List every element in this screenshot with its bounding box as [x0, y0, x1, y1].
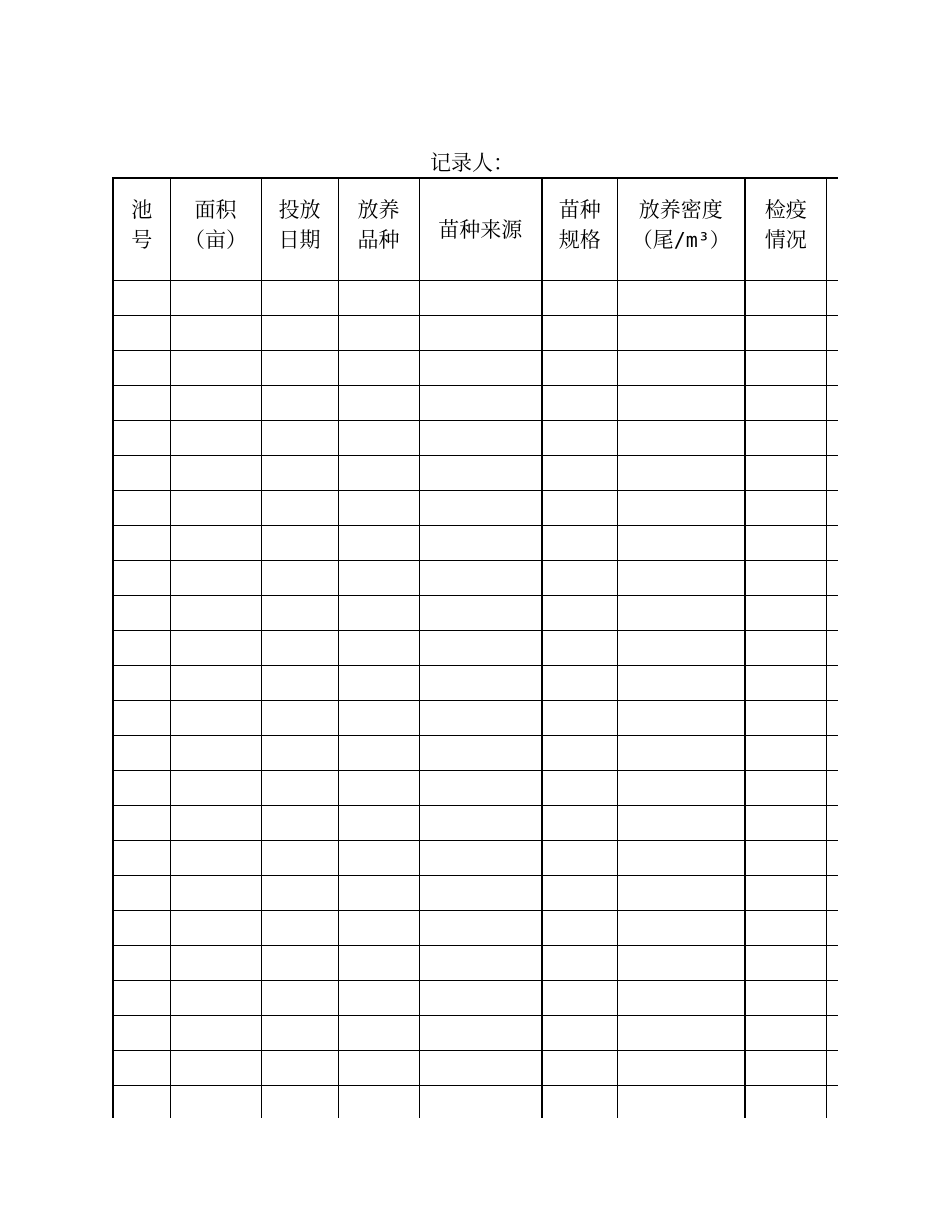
- table-cell[interactable]: [338, 316, 419, 351]
- table-cell[interactable]: [419, 386, 542, 421]
- table-cell[interactable]: [261, 806, 338, 841]
- table-cell[interactable]: [113, 316, 170, 351]
- table-cell[interactable]: [826, 1086, 838, 1119]
- table-cell[interactable]: [617, 316, 745, 351]
- table-cell[interactable]: [113, 736, 170, 771]
- table-cell[interactable]: [170, 316, 261, 351]
- header-quarantine-status: 检疫 情况: [745, 178, 826, 281]
- table-cell[interactable]: [170, 421, 261, 456]
- table-cell[interactable]: [617, 1086, 745, 1119]
- table-cell[interactable]: [826, 701, 838, 736]
- table-cell[interactable]: [617, 491, 745, 526]
- table-cell[interactable]: [338, 911, 419, 946]
- table-cell[interactable]: [542, 596, 617, 631]
- table-cell[interactable]: [419, 806, 542, 841]
- table-cell[interactable]: [745, 1086, 826, 1119]
- table-cell[interactable]: [261, 386, 338, 421]
- table-cell[interactable]: [419, 946, 542, 981]
- table-row: [113, 351, 838, 386]
- table-cell[interactable]: [542, 421, 617, 456]
- table-cell[interactable]: [826, 876, 838, 911]
- table-cell[interactable]: [745, 1051, 826, 1086]
- table-cell[interactable]: [261, 456, 338, 491]
- table-cell[interactable]: [617, 596, 745, 631]
- table-cell[interactable]: [542, 386, 617, 421]
- table-cell[interactable]: [419, 911, 542, 946]
- table-cell[interactable]: [261, 736, 338, 771]
- table-cell[interactable]: [617, 666, 745, 701]
- table-cell[interactable]: [170, 946, 261, 981]
- table-cell[interactable]: [338, 806, 419, 841]
- table-cell[interactable]: [826, 911, 838, 946]
- table-cell[interactable]: [113, 456, 170, 491]
- table-cell[interactable]: [745, 946, 826, 981]
- table-cell[interactable]: [745, 491, 826, 526]
- table-cell[interactable]: [826, 456, 838, 491]
- table-cell[interactable]: [170, 351, 261, 386]
- table-cell[interactable]: [338, 631, 419, 666]
- table-cell[interactable]: [745, 736, 826, 771]
- table-cell[interactable]: [261, 911, 338, 946]
- table-cell[interactable]: [542, 351, 617, 386]
- table-cell[interactable]: [338, 596, 419, 631]
- table-cell[interactable]: [542, 1016, 617, 1051]
- table-cell[interactable]: [745, 421, 826, 456]
- table-cell[interactable]: [617, 771, 745, 806]
- table-cell[interactable]: [170, 876, 261, 911]
- table-cell[interactable]: [617, 1051, 745, 1086]
- table-header-row: [113, 178, 838, 281]
- stocking-record-table-viewport: [112, 177, 838, 1118]
- table-cell[interactable]: [113, 421, 170, 456]
- table-cell[interactable]: [261, 981, 338, 1016]
- table-cell[interactable]: [419, 876, 542, 911]
- table-cell[interactable]: [113, 1016, 170, 1051]
- table-cell[interactable]: [170, 596, 261, 631]
- table-cell[interactable]: [542, 631, 617, 666]
- table-row: [113, 806, 838, 841]
- table-cell[interactable]: [745, 596, 826, 631]
- table-cell[interactable]: [419, 281, 542, 316]
- table-cell[interactable]: [542, 526, 617, 561]
- table-cell[interactable]: [419, 1016, 542, 1051]
- table-cell[interactable]: [617, 1016, 745, 1051]
- table-cell[interactable]: [542, 456, 617, 491]
- table-cell[interactable]: [542, 316, 617, 351]
- table-cell[interactable]: [826, 386, 838, 421]
- table-cell[interactable]: [542, 876, 617, 911]
- table-cell[interactable]: [826, 351, 838, 386]
- table-cell[interactable]: [826, 526, 838, 561]
- table-cell[interactable]: [170, 1051, 261, 1086]
- table-cell[interactable]: [338, 561, 419, 596]
- table-cell[interactable]: [338, 876, 419, 911]
- table-cell[interactable]: [261, 631, 338, 666]
- table-cell[interactable]: [617, 386, 745, 421]
- table-cell[interactable]: [826, 561, 838, 596]
- table-cell[interactable]: [338, 491, 419, 526]
- header-fry-size: 苗种 规格: [542, 178, 617, 281]
- table-cell[interactable]: [617, 421, 745, 456]
- table-cell[interactable]: [113, 911, 170, 946]
- table-cell[interactable]: [261, 491, 338, 526]
- header-stocking-date: 投放 日期: [261, 178, 338, 281]
- table-cell[interactable]: [419, 1051, 542, 1086]
- table-cell[interactable]: [745, 666, 826, 701]
- table-row: [113, 1086, 838, 1119]
- table-cell[interactable]: [419, 316, 542, 351]
- table-cell[interactable]: [338, 1086, 419, 1119]
- table-cell[interactable]: [113, 701, 170, 736]
- table-cell[interactable]: [113, 981, 170, 1016]
- table-row: [113, 876, 838, 911]
- table-cell[interactable]: [419, 736, 542, 771]
- table-cell[interactable]: [113, 596, 170, 631]
- table-cell[interactable]: [113, 351, 170, 386]
- table-cell[interactable]: [419, 351, 542, 386]
- table-cell[interactable]: [419, 981, 542, 1016]
- table-cell[interactable]: [542, 911, 617, 946]
- table-cell[interactable]: [338, 666, 419, 701]
- table-cell[interactable]: [170, 631, 261, 666]
- table-cell[interactable]: [113, 561, 170, 596]
- table-cell[interactable]: [542, 666, 617, 701]
- table-cell[interactable]: [745, 876, 826, 911]
- table-cell[interactable]: [745, 281, 826, 316]
- table-cell[interactable]: [113, 946, 170, 981]
- table-cell[interactable]: [419, 596, 542, 631]
- table-cell[interactable]: [617, 841, 745, 876]
- table-cell[interactable]: [745, 841, 826, 876]
- table-cell[interactable]: [617, 876, 745, 911]
- table-cell[interactable]: [113, 876, 170, 911]
- table-cell[interactable]: [826, 1051, 838, 1086]
- table-cell[interactable]: [617, 911, 745, 946]
- table-cell[interactable]: [261, 946, 338, 981]
- table-cell[interactable]: [826, 981, 838, 1016]
- table-row: [113, 981, 838, 1016]
- table-row: [113, 841, 838, 876]
- table-row: [113, 526, 838, 561]
- table-cell[interactable]: [617, 526, 745, 561]
- table-cell[interactable]: [338, 701, 419, 736]
- table-cell[interactable]: [617, 946, 745, 981]
- table-cell[interactable]: [113, 1086, 170, 1119]
- table-cell[interactable]: [419, 526, 542, 561]
- table-cell[interactable]: [170, 701, 261, 736]
- table-cell[interactable]: [261, 421, 338, 456]
- table-cell[interactable]: [261, 701, 338, 736]
- table-cell[interactable]: [745, 456, 826, 491]
- header-pond-number: 池 号: [113, 178, 170, 281]
- table-cell[interactable]: [170, 281, 261, 316]
- table-cell[interactable]: [113, 281, 170, 316]
- table-cell[interactable]: [419, 841, 542, 876]
- table-row: [113, 911, 838, 946]
- table-row: [113, 1016, 838, 1051]
- table-cell[interactable]: [170, 386, 261, 421]
- table-cell[interactable]: [617, 701, 745, 736]
- table-cell[interactable]: [338, 386, 419, 421]
- table-cell[interactable]: [542, 841, 617, 876]
- table-cell[interactable]: [542, 281, 617, 316]
- table-cell[interactable]: [419, 561, 542, 596]
- table-cell[interactable]: [261, 1016, 338, 1051]
- table-cell[interactable]: [261, 596, 338, 631]
- table-cell[interactable]: [261, 561, 338, 596]
- table-cell[interactable]: [542, 491, 617, 526]
- table-cell[interactable]: [617, 456, 745, 491]
- table-row: [113, 281, 838, 316]
- table-cell[interactable]: [745, 316, 826, 351]
- table-row: [113, 666, 838, 701]
- table-cell[interactable]: [170, 666, 261, 701]
- table-cell[interactable]: [542, 946, 617, 981]
- table-cell[interactable]: [338, 421, 419, 456]
- table-cell[interactable]: [826, 281, 838, 316]
- table-cell[interactable]: [113, 386, 170, 421]
- table-cell[interactable]: [826, 491, 838, 526]
- header-stocking-density: 放养密度 （尾/m³）: [617, 178, 745, 281]
- header-area: 面积 （亩）: [170, 178, 261, 281]
- table-cell[interactable]: [170, 456, 261, 491]
- table-cell[interactable]: [745, 631, 826, 666]
- table-cell[interactable]: [745, 981, 826, 1016]
- table-cell[interactable]: [542, 981, 617, 1016]
- table-cell[interactable]: [113, 526, 170, 561]
- header-truncated-column: [826, 178, 838, 281]
- table-row: [113, 561, 838, 596]
- table-row: [113, 736, 838, 771]
- stocking-record-table: [112, 177, 838, 1118]
- table-cell[interactable]: [419, 631, 542, 666]
- table-cell[interactable]: [617, 351, 745, 386]
- table-row: [113, 946, 838, 981]
- table-cell[interactable]: [745, 771, 826, 806]
- table-cell[interactable]: [261, 1086, 338, 1119]
- table-cell[interactable]: [617, 806, 745, 841]
- table-cell[interactable]: [745, 526, 826, 561]
- table-cell[interactable]: [826, 631, 838, 666]
- table-row: [113, 596, 838, 631]
- table-cell[interactable]: [617, 981, 745, 1016]
- table-cell[interactable]: [542, 1086, 617, 1119]
- table-cell[interactable]: [338, 841, 419, 876]
- table-cell[interactable]: [542, 736, 617, 771]
- table-cell[interactable]: [617, 281, 745, 316]
- table-cell[interactable]: [261, 526, 338, 561]
- table-cell[interactable]: [170, 1086, 261, 1119]
- table-cell[interactable]: [826, 421, 838, 456]
- table-cell[interactable]: [338, 1016, 419, 1051]
- table-cell[interactable]: [338, 281, 419, 316]
- table-cell[interactable]: [261, 281, 338, 316]
- table-cell[interactable]: [338, 736, 419, 771]
- table-cell[interactable]: [170, 526, 261, 561]
- table-cell[interactable]: [617, 561, 745, 596]
- table-cell[interactable]: [419, 421, 542, 456]
- table-cell[interactable]: [745, 351, 826, 386]
- table-cell[interactable]: [826, 771, 838, 806]
- table-cell[interactable]: [170, 806, 261, 841]
- table-row: [113, 701, 838, 736]
- table-cell[interactable]: [419, 491, 542, 526]
- header-species: 放养 品种: [338, 178, 419, 281]
- table-cell[interactable]: [338, 946, 419, 981]
- table-cell[interactable]: [826, 316, 838, 351]
- table-cell[interactable]: [617, 736, 745, 771]
- table-cell[interactable]: [113, 841, 170, 876]
- table-row: [113, 316, 838, 351]
- table-row: [113, 631, 838, 666]
- table-row: [113, 386, 838, 421]
- table-cell[interactable]: [261, 771, 338, 806]
- table-cell[interactable]: [261, 316, 338, 351]
- table-cell[interactable]: [261, 351, 338, 386]
- table-cell[interactable]: [745, 1016, 826, 1051]
- table-cell[interactable]: [170, 561, 261, 596]
- table-cell[interactable]: [826, 806, 838, 841]
- table-cell[interactable]: [745, 911, 826, 946]
- table-cell[interactable]: [826, 596, 838, 631]
- table-cell[interactable]: [261, 876, 338, 911]
- table-cell[interactable]: [419, 456, 542, 491]
- table-cell[interactable]: [170, 1016, 261, 1051]
- table-cell[interactable]: [170, 841, 261, 876]
- table-cell[interactable]: [542, 1051, 617, 1086]
- table-cell[interactable]: [113, 666, 170, 701]
- table-cell[interactable]: [113, 631, 170, 666]
- table-cell[interactable]: [745, 806, 826, 841]
- table-cell[interactable]: [261, 1051, 338, 1086]
- table-cell[interactable]: [826, 841, 838, 876]
- table-cell[interactable]: [170, 981, 261, 1016]
- table-cell[interactable]: [419, 1086, 542, 1119]
- table-cell[interactable]: [826, 1016, 838, 1051]
- table-cell[interactable]: [338, 1051, 419, 1086]
- table-cell[interactable]: [338, 351, 419, 386]
- table-cell[interactable]: [113, 806, 170, 841]
- table-cell[interactable]: [826, 736, 838, 771]
- table-cell[interactable]: [338, 981, 419, 1016]
- table-cell[interactable]: [826, 666, 838, 701]
- table-cell[interactable]: [745, 701, 826, 736]
- table-cell[interactable]: [745, 386, 826, 421]
- table-cell[interactable]: [338, 456, 419, 491]
- table-cell[interactable]: [419, 666, 542, 701]
- table-cell[interactable]: [617, 631, 745, 666]
- table-cell[interactable]: [170, 911, 261, 946]
- table-cell[interactable]: [261, 841, 338, 876]
- recorder-label: 记录人：: [430, 151, 514, 175]
- table-cell[interactable]: [113, 1051, 170, 1086]
- table-cell[interactable]: [338, 526, 419, 561]
- table-cell[interactable]: [261, 666, 338, 701]
- table-row: [113, 1051, 838, 1086]
- table-cell[interactable]: [826, 946, 838, 981]
- table-cell[interactable]: [113, 491, 170, 526]
- table-cell[interactable]: [338, 771, 419, 806]
- table-cell[interactable]: [170, 491, 261, 526]
- table-row: [113, 771, 838, 806]
- header-fry-source: 苗种来源: [419, 178, 542, 281]
- table-cell[interactable]: [419, 771, 542, 806]
- table-row: [113, 456, 838, 491]
- table-cell[interactable]: [170, 771, 261, 806]
- table-row: [113, 491, 838, 526]
- table-cell[interactable]: [542, 561, 617, 596]
- table-row: [113, 421, 838, 456]
- table-cell[interactable]: [419, 701, 542, 736]
- table-cell[interactable]: [542, 701, 617, 736]
- table-cell[interactable]: [542, 806, 617, 841]
- table-cell[interactable]: [542, 771, 617, 806]
- table-cell[interactable]: [113, 771, 170, 806]
- table-cell[interactable]: [745, 561, 826, 596]
- table-cell[interactable]: [170, 736, 261, 771]
